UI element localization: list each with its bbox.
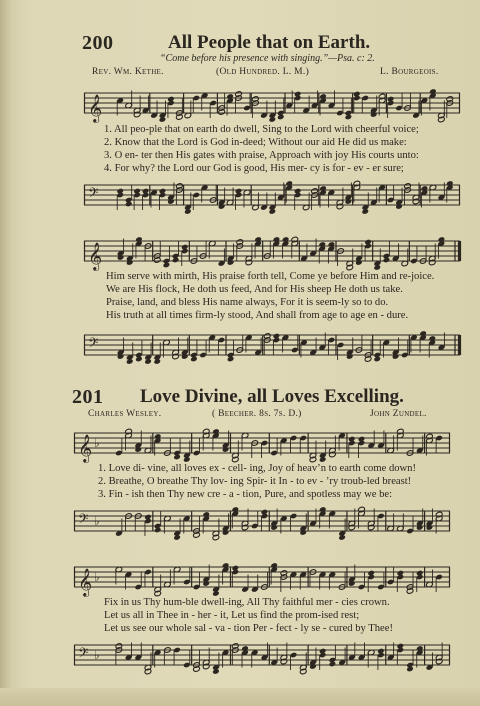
note-head [338,534,346,541]
flat-icon: ♭ [94,514,100,528]
note-head [117,254,125,261]
note-head [319,185,327,192]
note-head [142,188,150,195]
note-head [222,446,230,453]
note-head [277,114,285,121]
verse-line: Praise, land, and bless His name always, For it is seem-ly so to do. [106,297,389,308]
note-head [222,562,230,569]
treble-staff-201-2 [74,562,450,596]
note-head [126,358,134,365]
treble-clef-icon: 𝄞 [88,94,103,122]
bass-staff-200-2 [84,330,460,360]
note-head [370,111,378,118]
note-head [361,208,369,215]
note-head [212,428,220,435]
hymn-composer: John Zundel. [370,409,427,419]
note-head [116,188,124,195]
bass-staff-201-1 [74,506,450,536]
note-head [183,456,191,463]
note-head [226,93,234,100]
note-head [154,527,162,534]
note-head [383,257,391,264]
hymn-epigraph: “Come before his presence with singing.”—Psa. c: 2. [160,53,375,64]
note-head [416,645,424,652]
verse-line: 3. O en- ter then His gates with praise, Approach with joy His courts unto: [104,150,419,161]
verse-line: His truth at all times firm-ly stood, And shall from age to age en - dure. [106,310,409,321]
note-head [269,208,277,215]
verse-line: Him serve with mirth, His praise forth tell, Come ye before Him and re-joice. [106,271,435,282]
treble-clef-icon: 𝄞 [78,568,93,596]
note-head [227,259,235,266]
note-head [190,356,198,363]
verse-line: 4. For why? the Lord our God is good, His mer- cy is for - ev - er sure; [104,163,404,174]
treble-staff-200-1 [84,88,460,122]
note-head [319,456,327,463]
treble-staff-201-1 [74,428,450,462]
note-head [318,241,326,248]
note-head [373,356,381,363]
note-head [172,257,180,264]
note-head [395,203,403,210]
note-head [345,198,353,205]
note-head [282,236,290,243]
note-head [294,91,302,98]
note-head [202,511,210,518]
bass-clef-icon: 𝄢 [78,511,89,530]
note-head [416,570,424,577]
note-head [261,509,269,516]
verse-line: 3. Fin - ish then Thy new cre - a - tion, Pure, and spotless may we be: [98,489,393,500]
flat-icon: ♭ [94,436,100,450]
note-head [419,330,427,337]
bass-clef-icon: 𝄢 [88,185,99,204]
note-head [319,506,327,513]
note-head [392,353,400,360]
note-head [348,580,356,587]
hymn-composer: L. Bourgeois. [380,67,439,77]
note-head [328,241,336,248]
note-head [184,208,192,215]
page-bottom-edge [0,688,480,706]
note-head [134,446,142,453]
note-head [218,203,226,210]
note-head [117,353,125,360]
treble-clef-icon: 𝄞 [88,242,103,270]
note-head [377,648,385,655]
note-head [241,645,249,652]
verse-line: 1. Love di- vine, all loves ex - cell- ing, Joy of heav’n to earth come down! [98,463,417,474]
note-head [159,188,167,195]
note-head [416,524,424,531]
note-head [135,236,143,243]
note-head [355,259,363,266]
note-head [167,198,175,205]
bass-staff-200-1 [84,180,460,210]
note-head [269,116,277,123]
note-head [212,590,220,597]
note-head [367,570,375,577]
note-head [426,524,434,531]
note-head [387,96,395,103]
bass-clef-icon: 𝄢 [88,335,99,354]
note-head [309,663,317,670]
note-head [181,244,189,251]
note-head [428,335,436,342]
note-head [270,562,278,569]
note-head [222,529,230,536]
note-head [232,506,240,513]
note-head [135,356,143,363]
note-head [212,668,220,675]
flat-icon: ♭ [94,648,100,662]
note-head [154,433,162,440]
verse-line: 2. Breathe, O breathe Thy lov- ing Spir- it In - to ev - ’ry troub-led breast! [98,476,412,487]
note-head [270,524,278,531]
verse-line: We are His flock, He doth us feed, And for His sheep He doth us take. [106,284,403,295]
note-head [163,262,171,269]
note-head [235,188,243,195]
note-head [126,259,134,266]
note-head [273,333,281,340]
note-head [254,236,262,243]
note-head [285,180,293,187]
hymn-author: Charles Wesley. [88,409,162,419]
note-head [181,353,189,360]
note-head [144,514,152,521]
note-head [346,353,354,360]
treble-clef-icon: 𝄞 [78,434,93,462]
note-head [232,565,240,572]
note-head [358,436,366,443]
note-head [364,239,372,246]
note-head [406,666,414,673]
treble-staff-200-2 [84,236,460,270]
note-head [329,661,337,668]
note-head [421,185,429,192]
note-head [319,648,327,655]
note-head [397,643,405,650]
verse-line: Let us all in Thee in - her - it, Let us find the prom-ised rest; [104,610,360,621]
hymn-title: All People that on Earth. [168,32,371,53]
note-head [153,358,161,365]
note-head [173,454,181,461]
note-head [167,96,175,103]
bass-staff-201-2 [74,640,450,670]
flat-icon: ♭ [94,570,100,584]
bass-clef-icon: 𝄢 [78,645,89,664]
hymn-number: 200 [82,32,114,54]
note-head [446,180,454,187]
note-head [345,114,353,121]
note-head [397,570,405,577]
note-head [202,580,210,587]
note-head [144,358,152,365]
note-head [438,236,446,243]
note-head [429,88,437,95]
verse-line: 1. All peo-ple that on earth do dwell, Sing to the Lord with cheerful voice; [104,124,419,135]
note-head [353,91,361,98]
hymn-tune: ( Beecher. 8s. 7s. D.) [212,409,302,419]
note-head [227,356,235,363]
hymn-tune: (Old Hundred. L. M.) [216,67,310,77]
note-head [294,188,302,195]
note-head [133,188,141,195]
note-head [299,529,307,536]
note-head [373,264,381,271]
hymn-number: 201 [72,386,104,408]
note-head [159,116,167,123]
note-head [125,201,133,208]
page-spine [0,0,12,706]
verse-line: Fix in us Thy hum-ble dwell-ing, All Thy faithful mer - cies crown. [104,597,390,608]
verse-line: 2. Know that the Lord is God in-deed; Without our aid He did us make: [104,137,407,148]
note-head [319,93,327,100]
hymn-title: Love Divine, all Loves Excelling. [140,386,404,407]
note-head [273,236,281,243]
verse-line: Let us see our whole sal - va - tion Per - fect - ly se - cured by Thee! [104,623,393,634]
note-head [173,534,181,541]
note-head [348,436,356,443]
hymn-author: Rev. Wm. Kethe. [92,67,164,77]
